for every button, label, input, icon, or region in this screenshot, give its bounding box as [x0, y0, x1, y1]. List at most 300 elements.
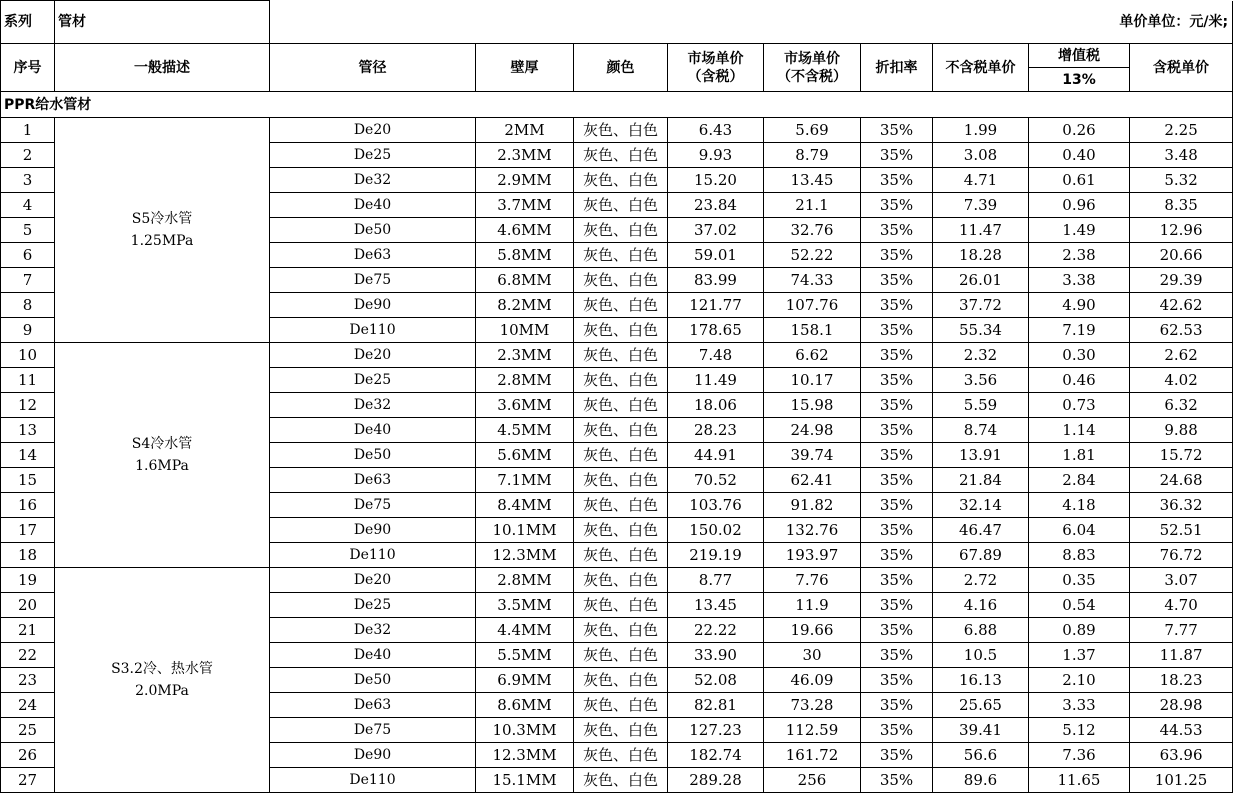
color-cell[interactable]: 灰色、白色: [574, 568, 668, 593]
market-incl-cell[interactable]: 22.22: [668, 618, 764, 643]
net-excl-cell[interactable]: 4.16: [933, 593, 1029, 618]
vat-cell[interactable]: 3.38: [1029, 268, 1130, 293]
color-cell[interactable]: 灰色、白色: [574, 618, 668, 643]
vat-cell[interactable]: 2.10: [1029, 668, 1130, 693]
net-excl-cell[interactable]: 11.47: [933, 218, 1029, 243]
net-incl-cell[interactable]: 9.88: [1130, 418, 1233, 443]
market-excl-cell[interactable]: 52.22: [764, 243, 861, 268]
diameter-cell[interactable]: De25: [270, 368, 476, 393]
vat-cell[interactable]: 0.46: [1029, 368, 1130, 393]
diameter-cell[interactable]: De40: [270, 193, 476, 218]
market-incl-cell[interactable]: 121.77: [668, 293, 764, 318]
vat-cell[interactable]: 0.54: [1029, 593, 1130, 618]
net-incl-cell[interactable]: 42.62: [1130, 293, 1233, 318]
net-excl-cell[interactable]: 3.08: [933, 143, 1029, 168]
vat-cell[interactable]: 0.26: [1029, 118, 1130, 143]
net-excl-cell[interactable]: 10.5: [933, 643, 1029, 668]
row-no-cell[interactable]: 20: [1, 593, 55, 618]
diameter-cell[interactable]: De32: [270, 618, 476, 643]
market-incl-cell[interactable]: 13.45: [668, 593, 764, 618]
row-no-cell[interactable]: 19: [1, 568, 55, 593]
wall-cell[interactable]: 5.5MM: [476, 643, 574, 668]
wall-cell[interactable]: 6.8MM: [476, 268, 574, 293]
discount-cell[interactable]: 35%: [861, 393, 933, 418]
diameter-cell[interactable]: De110: [270, 543, 476, 568]
discount-cell[interactable]: 35%: [861, 768, 933, 793]
group-description-line1: S4冷水管: [131, 436, 193, 452]
vat-cell[interactable]: 0.30: [1029, 343, 1130, 368]
wall-cell[interactable]: 12.3MM: [476, 743, 574, 768]
net-incl-cell[interactable]: 44.53: [1130, 718, 1233, 743]
net-excl-cell[interactable]: 18.28: [933, 243, 1029, 268]
row-no-cell[interactable]: 26: [1, 743, 55, 768]
diameter-cell[interactable]: De110: [270, 318, 476, 343]
vat-cell[interactable]: 6.04: [1029, 518, 1130, 543]
color-cell[interactable]: 灰色、白色: [574, 168, 668, 193]
wall-cell[interactable]: 6.9MM: [476, 668, 574, 693]
market-excl-cell[interactable]: 73.28: [764, 693, 861, 718]
color-cell[interactable]: 灰色、白色: [574, 518, 668, 543]
discount-cell[interactable]: 35%: [861, 643, 933, 668]
wall-cell[interactable]: 8.4MM: [476, 493, 574, 518]
row-no-cell[interactable]: 8: [1, 293, 55, 318]
vat-cell[interactable]: 4.90: [1029, 293, 1130, 318]
row-no-cell[interactable]: 27: [1, 768, 55, 793]
vat-cell[interactable]: 0.40: [1029, 143, 1130, 168]
net-incl-cell[interactable]: 8.35: [1130, 193, 1233, 218]
net-incl-cell[interactable]: 36.32: [1130, 493, 1233, 518]
vat-cell[interactable]: 1.14: [1029, 418, 1130, 443]
color-cell[interactable]: 灰色、白色: [574, 468, 668, 493]
discount-cell[interactable]: 35%: [861, 743, 933, 768]
net-incl-cell[interactable]: 12.96: [1130, 218, 1233, 243]
group-description-line2: 1.25MPa: [130, 233, 194, 249]
vat-cell[interactable]: 3.33: [1029, 693, 1130, 718]
group-description-line2: 1.6MPa: [135, 458, 189, 474]
diameter-cell[interactable]: De90: [270, 518, 476, 543]
market-incl-cell[interactable]: 127.23: [668, 718, 764, 743]
market-excl-cell[interactable]: 30: [764, 643, 861, 668]
discount-cell[interactable]: 35%: [861, 568, 933, 593]
discount-cell[interactable]: 35%: [861, 593, 933, 618]
diameter-cell[interactable]: De75: [270, 268, 476, 293]
wall-cell[interactable]: 10.1MM: [476, 518, 574, 543]
market-incl-cell[interactable]: 289.28: [668, 768, 764, 793]
wall-cell[interactable]: 10MM: [476, 318, 574, 343]
wall-cell[interactable]: 12.3MM: [476, 543, 574, 568]
col-header-market-excl-line2: （不含税）: [777, 68, 847, 85]
net-incl-cell[interactable]: 76.72: [1130, 543, 1233, 568]
market-excl-cell[interactable]: 132.76: [764, 518, 861, 543]
color-cell[interactable]: 灰色、白色: [574, 718, 668, 743]
net-excl-cell[interactable]: 25.65: [933, 693, 1029, 718]
diameter-cell[interactable]: De32: [270, 168, 476, 193]
color-cell[interactable]: 灰色、白色: [574, 268, 668, 293]
discount-cell[interactable]: 35%: [861, 293, 933, 318]
net-excl-cell[interactable]: 7.39: [933, 193, 1029, 218]
color-cell[interactable]: 灰色、白色: [574, 143, 668, 168]
series-label[interactable]: 系列: [1, 1, 55, 44]
net-excl-cell[interactable]: 3.56: [933, 368, 1029, 393]
market-incl-cell[interactable]: 6.43: [668, 118, 764, 143]
market-incl-cell[interactable]: 7.48: [668, 343, 764, 368]
vat-cell[interactable]: 1.81: [1029, 443, 1130, 468]
market-incl-cell[interactable]: 28.23: [668, 418, 764, 443]
diameter-cell[interactable]: De63: [270, 693, 476, 718]
market-excl-cell[interactable]: 193.97: [764, 543, 861, 568]
row-no-cell[interactable]: 2: [1, 143, 55, 168]
market-excl-cell[interactable]: 32.76: [764, 218, 861, 243]
market-incl-cell[interactable]: 23.84: [668, 193, 764, 218]
market-incl-cell[interactable]: 15.20: [668, 168, 764, 193]
discount-cell[interactable]: 35%: [861, 268, 933, 293]
diameter-cell[interactable]: De50: [270, 218, 476, 243]
market-excl-cell[interactable]: 6.62: [764, 343, 861, 368]
group-description-cell[interactable]: [55, 343, 270, 568]
row-no-cell[interactable]: 3: [1, 168, 55, 193]
net-excl-cell[interactable]: 6.88: [933, 618, 1029, 643]
diameter-cell[interactable]: De20: [270, 118, 476, 143]
market-incl-cell[interactable]: 11.49: [668, 368, 764, 393]
net-excl-cell[interactable]: 13.91: [933, 443, 1029, 468]
row-no-cell[interactable]: 22: [1, 643, 55, 668]
net-incl-cell[interactable]: 6.32: [1130, 393, 1233, 418]
discount-cell[interactable]: 35%: [861, 218, 933, 243]
vat-cell[interactable]: 8.83: [1029, 543, 1130, 568]
net-excl-cell[interactable]: 46.47: [933, 518, 1029, 543]
net-excl-cell[interactable]: 56.6: [933, 743, 1029, 768]
row-no-cell[interactable]: 14: [1, 443, 55, 468]
wall-cell[interactable]: 2.3MM: [476, 143, 574, 168]
wall-cell[interactable]: 3.7MM: [476, 193, 574, 218]
market-excl-cell[interactable]: 8.79: [764, 143, 861, 168]
discount-cell[interactable]: 35%: [861, 618, 933, 643]
market-incl-cell[interactable]: 83.99: [668, 268, 764, 293]
market-incl-cell[interactable]: 59.01: [668, 243, 764, 268]
net-incl-cell[interactable]: 3.48: [1130, 143, 1233, 168]
net-excl-cell[interactable]: 2.72: [933, 568, 1029, 593]
market-incl-cell[interactable]: 70.52: [668, 468, 764, 493]
diameter-cell[interactable]: De40: [270, 643, 476, 668]
color-cell[interactable]: 灰色、白色: [574, 593, 668, 618]
discount-cell[interactable]: 35%: [861, 493, 933, 518]
net-excl-cell[interactable]: 4.71: [933, 168, 1029, 193]
market-excl-cell[interactable]: 74.33: [764, 268, 861, 293]
net-incl-cell[interactable]: 3.07: [1130, 568, 1233, 593]
market-excl-cell[interactable]: 161.72: [764, 743, 861, 768]
net-incl-cell[interactable]: 2.25: [1130, 118, 1233, 143]
col-header-no[interactable]: 序号: [1, 44, 55, 92]
net-excl-cell[interactable]: 55.34: [933, 318, 1029, 343]
row-no-cell[interactable]: 18: [1, 543, 55, 568]
net-excl-cell[interactable]: 26.01: [933, 268, 1029, 293]
diameter-cell[interactable]: De50: [270, 443, 476, 468]
discount-cell[interactable]: 35%: [861, 193, 933, 218]
col-header-vat-rate[interactable]: 13%: [1029, 68, 1130, 92]
discount-cell[interactable]: 35%: [861, 543, 933, 568]
market-incl-cell[interactable]: 219.19: [668, 543, 764, 568]
unit-note[interactable]: 单价单位：元/米;: [270, 1, 1233, 44]
vat-cell[interactable]: 2.84: [1029, 468, 1130, 493]
col-header-market-excl-line1: 市场单价: [784, 50, 840, 67]
wall-cell[interactable]: 8.6MM: [476, 693, 574, 718]
group-description-cell[interactable]: [55, 568, 270, 793]
market-excl-cell[interactable]: 5.69: [764, 118, 861, 143]
net-excl-cell[interactable]: 89.6: [933, 768, 1029, 793]
row-no-cell[interactable]: 17: [1, 518, 55, 543]
net-incl-cell[interactable]: 11.87: [1130, 643, 1233, 668]
section-title[interactable]: PPR给水管材: [1, 92, 1233, 118]
row-no-cell[interactable]: 1: [1, 118, 55, 143]
color-cell[interactable]: 灰色、白色: [574, 418, 668, 443]
diameter-cell[interactable]: De90: [270, 293, 476, 318]
market-excl-cell[interactable]: 39.74: [764, 443, 861, 468]
market-excl-cell[interactable]: 46.09: [764, 668, 861, 693]
wall-cell[interactable]: 4.6MM: [476, 218, 574, 243]
color-cell[interactable]: 灰色、白色: [574, 368, 668, 393]
color-cell[interactable]: 灰色、白色: [574, 693, 668, 718]
diameter-cell[interactable]: De20: [270, 343, 476, 368]
diameter-cell[interactable]: De25: [270, 593, 476, 618]
row-no-cell[interactable]: 12: [1, 393, 55, 418]
color-cell[interactable]: 灰色、白色: [574, 393, 668, 418]
market-excl-cell[interactable]: 24.98: [764, 418, 861, 443]
net-incl-cell[interactable]: 101.25: [1130, 768, 1233, 793]
col-header-market-incl[interactable]: [668, 44, 764, 92]
col-header-desc[interactable]: 一般描述: [55, 44, 270, 92]
market-incl-cell[interactable]: 9.93: [668, 143, 764, 168]
color-cell[interactable]: 灰色、白色: [574, 343, 668, 368]
group-description-line2: 2.0MPa: [135, 683, 189, 699]
market-excl-cell[interactable]: 13.45: [764, 168, 861, 193]
net-excl-cell[interactable]: 2.32: [933, 343, 1029, 368]
row-no-cell[interactable]: 16: [1, 493, 55, 518]
wall-cell[interactable]: 3.6MM: [476, 393, 574, 418]
vat-cell[interactable]: 2.38: [1029, 243, 1130, 268]
diameter-cell[interactable]: De110: [270, 768, 476, 793]
row-no-cell[interactable]: 15: [1, 468, 55, 493]
col-header-vat[interactable]: 增值税: [1029, 44, 1130, 68]
market-incl-cell[interactable]: 44.91: [668, 443, 764, 468]
wall-cell[interactable]: 2.9MM: [476, 168, 574, 193]
diameter-cell[interactable]: De90: [270, 743, 476, 768]
diameter-cell[interactable]: De75: [270, 493, 476, 518]
vat-cell[interactable]: 5.12: [1029, 718, 1130, 743]
vat-cell[interactable]: 0.73: [1029, 393, 1130, 418]
net-incl-cell[interactable]: 4.70: [1130, 593, 1233, 618]
diameter-cell[interactable]: De75: [270, 718, 476, 743]
discount-cell[interactable]: 35%: [861, 668, 933, 693]
row-no-cell[interactable]: 7: [1, 268, 55, 293]
market-incl-cell[interactable]: 182.74: [668, 743, 764, 768]
net-excl-cell[interactable]: 39.41: [933, 718, 1029, 743]
market-excl-cell[interactable]: 62.41: [764, 468, 861, 493]
wall-cell[interactable]: 5.8MM: [476, 243, 574, 268]
group-description-line1: S5冷水管: [131, 211, 193, 227]
col-header-discount[interactable]: 折扣率: [861, 44, 933, 92]
net-excl-cell[interactable]: 1.99: [933, 118, 1029, 143]
net-excl-cell[interactable]: 67.89: [933, 543, 1029, 568]
color-cell[interactable]: 灰色、白色: [574, 668, 668, 693]
market-incl-cell[interactable]: 150.02: [668, 518, 764, 543]
row-no-cell[interactable]: 13: [1, 418, 55, 443]
market-excl-cell[interactable]: 10.17: [764, 368, 861, 393]
color-cell[interactable]: 灰色、白色: [574, 318, 668, 343]
net-excl-cell[interactable]: 32.14: [933, 493, 1029, 518]
market-incl-cell[interactable]: 178.65: [668, 318, 764, 343]
vat-cell[interactable]: 7.19: [1029, 318, 1130, 343]
row-no-cell[interactable]: 11: [1, 368, 55, 393]
vat-cell[interactable]: 11.65: [1029, 768, 1130, 793]
wall-cell[interactable]: 2.8MM: [476, 568, 574, 593]
color-cell[interactable]: 灰色、白色: [574, 293, 668, 318]
net-incl-cell[interactable]: 52.51: [1130, 518, 1233, 543]
wall-cell[interactable]: 3.5MM: [476, 593, 574, 618]
diameter-cell[interactable]: De20: [270, 568, 476, 593]
net-excl-cell[interactable]: 8.74: [933, 418, 1029, 443]
row-no-cell[interactable]: 4: [1, 193, 55, 218]
discount-cell[interactable]: 35%: [861, 718, 933, 743]
vat-cell[interactable]: 0.35: [1029, 568, 1130, 593]
color-cell[interactable]: 灰色、白色: [574, 218, 668, 243]
vat-cell[interactable]: 1.49: [1029, 218, 1130, 243]
market-excl-cell[interactable]: 112.59: [764, 718, 861, 743]
market-excl-cell[interactable]: 21.1: [764, 193, 861, 218]
wall-cell[interactable]: 4.4MM: [476, 618, 574, 643]
wall-cell[interactable]: 2MM: [476, 118, 574, 143]
discount-cell[interactable]: 35%: [861, 418, 933, 443]
wall-cell[interactable]: 10.3MM: [476, 718, 574, 743]
diameter-cell[interactable]: De25: [270, 143, 476, 168]
color-cell[interactable]: 灰色、白色: [574, 193, 668, 218]
net-incl-cell[interactable]: 24.68: [1130, 468, 1233, 493]
color-cell[interactable]: 灰色、白色: [574, 118, 668, 143]
row-no-cell[interactable]: 6: [1, 243, 55, 268]
discount-cell[interactable]: 35%: [861, 318, 933, 343]
net-incl-cell[interactable]: 63.96: [1130, 743, 1233, 768]
col-header-net-incl[interactable]: 含税单价: [1130, 44, 1233, 92]
net-incl-cell[interactable]: 15.72: [1130, 443, 1233, 468]
wall-cell[interactable]: 5.6MM: [476, 443, 574, 468]
section-row: [1, 92, 1233, 118]
vat-cell[interactable]: 0.89: [1029, 618, 1130, 643]
market-excl-cell[interactable]: 11.9: [764, 593, 861, 618]
col-header-market-incl-line1: 市场单价: [687, 50, 744, 67]
row-no-cell[interactable]: 9: [1, 318, 55, 343]
diameter-cell[interactable]: De32: [270, 393, 476, 418]
wall-cell[interactable]: 2.3MM: [476, 343, 574, 368]
wall-cell[interactable]: 8.2MM: [476, 293, 574, 318]
net-incl-cell[interactable]: 28.98: [1130, 693, 1233, 718]
col-header-wall[interactable]: 壁厚: [476, 44, 574, 92]
discount-cell[interactable]: 35%: [861, 443, 933, 468]
vat-cell[interactable]: 0.96: [1029, 193, 1130, 218]
color-cell[interactable]: 灰色、白色: [574, 543, 668, 568]
col-header-net-excl[interactable]: 不含税单价: [933, 44, 1029, 92]
discount-cell[interactable]: 35%: [861, 368, 933, 393]
net-incl-cell[interactable]: 7.77: [1130, 618, 1233, 643]
market-excl-cell[interactable]: 19.66: [764, 618, 861, 643]
net-excl-cell[interactable]: 5.59: [933, 393, 1029, 418]
vat-cell[interactable]: 0.61: [1029, 168, 1130, 193]
group-description-line1: S3.2冷、热水管: [111, 661, 213, 677]
net-incl-cell[interactable]: 2.62: [1130, 343, 1233, 368]
vat-cell[interactable]: 7.36: [1029, 743, 1130, 768]
wall-cell[interactable]: 7.1MM: [476, 468, 574, 493]
col-header-color[interactable]: 颜色: [574, 44, 668, 92]
discount-cell[interactable]: 35%: [861, 468, 933, 493]
row-no-cell[interactable]: 10: [1, 343, 55, 368]
row-no-cell[interactable]: 25: [1, 718, 55, 743]
market-incl-cell[interactable]: 37.02: [668, 218, 764, 243]
market-incl-cell[interactable]: 103.76: [668, 493, 764, 518]
vat-cell[interactable]: 4.18: [1029, 493, 1130, 518]
net-incl-cell[interactable]: 4.02: [1130, 368, 1233, 393]
wall-cell[interactable]: 15.1MM: [476, 768, 574, 793]
market-incl-cell[interactable]: 18.06: [668, 393, 764, 418]
discount-cell[interactable]: 35%: [861, 143, 933, 168]
market-excl-cell[interactable]: 107.76: [764, 293, 861, 318]
row-no-cell[interactable]: 21: [1, 618, 55, 643]
net-excl-cell[interactable]: 16.13: [933, 668, 1029, 693]
group-description-cell[interactable]: [55, 118, 270, 343]
color-cell[interactable]: 灰色、白色: [574, 643, 668, 668]
net-excl-cell[interactable]: 21.84: [933, 468, 1029, 493]
discount-cell[interactable]: 35%: [861, 168, 933, 193]
discount-cell[interactable]: 35%: [861, 693, 933, 718]
discount-cell[interactable]: 35%: [861, 118, 933, 143]
col-header-market-excl[interactable]: [764, 44, 861, 92]
market-excl-cell[interactable]: 91.82: [764, 493, 861, 518]
row-no-cell[interactable]: 24: [1, 693, 55, 718]
wall-cell[interactable]: 4.5MM: [476, 418, 574, 443]
discount-cell[interactable]: 35%: [861, 343, 933, 368]
market-excl-cell[interactable]: 15.98: [764, 393, 861, 418]
diameter-cell[interactable]: De50: [270, 668, 476, 693]
net-incl-cell[interactable]: 5.32: [1130, 168, 1233, 193]
net-incl-cell[interactable]: 29.39: [1130, 268, 1233, 293]
table-row: [1, 343, 1233, 368]
discount-cell[interactable]: 35%: [861, 518, 933, 543]
market-incl-cell[interactable]: 8.77: [668, 568, 764, 593]
color-cell[interactable]: 灰色、白色: [574, 493, 668, 518]
col-header-diameter[interactable]: 管径: [270, 44, 476, 92]
vat-cell[interactable]: 1.37: [1029, 643, 1130, 668]
row-no-cell[interactable]: 23: [1, 668, 55, 693]
net-incl-cell[interactable]: 62.53: [1130, 318, 1233, 343]
market-excl-cell[interactable]: 256: [764, 768, 861, 793]
color-cell[interactable]: 灰色、白色: [574, 243, 668, 268]
market-excl-cell[interactable]: 7.76: [764, 568, 861, 593]
series-value[interactable]: 管材: [55, 1, 270, 44]
market-incl-cell[interactable]: 82.81: [668, 693, 764, 718]
diameter-cell[interactable]: De40: [270, 418, 476, 443]
market-incl-cell[interactable]: 33.90: [668, 643, 764, 668]
row-no-cell[interactable]: 5: [1, 218, 55, 243]
market-excl-cell[interactable]: 158.1: [764, 318, 861, 343]
diameter-cell[interactable]: De63: [270, 243, 476, 268]
discount-cell[interactable]: 35%: [861, 243, 933, 268]
net-excl-cell[interactable]: 37.72: [933, 293, 1029, 318]
wall-cell[interactable]: 2.8MM: [476, 368, 574, 393]
net-incl-cell[interactable]: 20.66: [1130, 243, 1233, 268]
color-cell[interactable]: 灰色、白色: [574, 768, 668, 793]
net-incl-cell[interactable]: 18.23: [1130, 668, 1233, 693]
color-cell[interactable]: 灰色、白色: [574, 743, 668, 768]
color-cell[interactable]: 灰色、白色: [574, 443, 668, 468]
market-incl-cell[interactable]: 52.08: [668, 668, 764, 693]
diameter-cell[interactable]: De63: [270, 468, 476, 493]
